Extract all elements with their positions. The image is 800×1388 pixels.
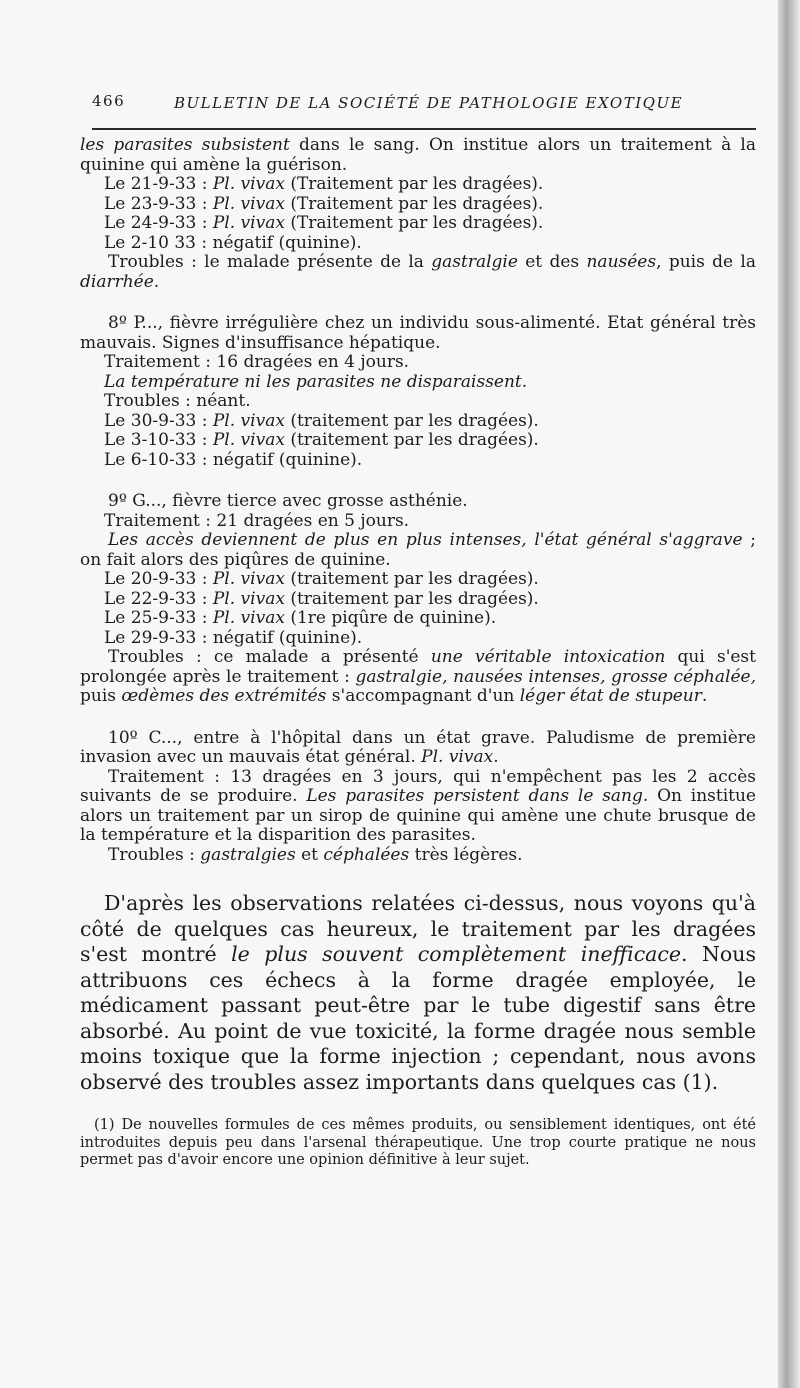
case9-treatment: Traitement : 21 dragées en 5 jours.	[104, 510, 410, 531]
footnote-text: (1) De nouvelles formules de ces mêmes produits, ou sensiblement identiques, ont été introduites depuis peu dans l'arsenal thérapeutique. Une trop courte pratique ne nous permet pas d'avoir encore une opinion définitive à leur sujet.	[80, 1117, 756, 1168]
article-body	[80, 136, 756, 1170]
case9-date-2: Le 22-9-33 : Pl. vivax (traitement par les dragées).	[104, 588, 539, 609]
case10-troubles: Troubles : gastralgies et céphalées très légères.	[108, 844, 523, 865]
case8-date-1: Le 30-9-33 : Pl. vivax (traitement par les dragées).	[104, 410, 539, 431]
case7-date-4: Le 2-10 33 : négatif (quinine).	[104, 232, 362, 253]
spacer	[80, 470, 756, 492]
journal-title: BULLETIN DE LA SOCIÉTÉ DE PATHOLOGIE EXOTIQUE	[174, 94, 684, 112]
header-rule	[92, 128, 756, 130]
case8-treatment: Traitement : 16 dragées en 4 jours.	[104, 352, 410, 372]
case8-troubles: Troubles : néant.	[104, 391, 251, 411]
case7-troubles: Troubles : le malade présente de la gastralgie et des nausées, puis de la diarrhée.	[80, 252, 756, 292]
case9-troubles: Troubles : ce malade a présenté une véritable intoxication qui s'est prolongée après le traitement : gastralgie, nausées intenses, grosse céphalée, puis œdèmes des extrémités s'accompagnant d'un léger état de stupeur.	[80, 647, 756, 706]
case9-intro: 9º G..., fièvre tierce avec grosse asthénie.	[108, 491, 468, 511]
case7-paragraph: les parasites subsistent dans le sang. On institue alors un traitement à la quinine qui amène la guérison.	[80, 135, 756, 175]
case8-date-2: Le 3-10-33 : Pl. vivax (traitement par les dragées).	[104, 430, 539, 450]
page-number: 466	[92, 92, 126, 110]
case8-intro: 8º P..., fièvre irrégulière chez un individu sous-alimenté. Etat général très mauvais. Signes d'insuffisance hépatique.	[80, 313, 756, 353]
case9-date-4: Le 29-9-33 : négatif (quinine).	[104, 627, 363, 648]
spacer	[80, 707, 756, 729]
footnote	[80, 1117, 756, 1170]
running-header	[92, 92, 756, 122]
conclusion-paragraph: D'après les observations relatées ci-dessus, nous voyons qu'à côté de quelques cas heureux, le traitement par les dragées s'est montré le plus souvent complètement inefficace. Nous attribuons ces échecs à la forme dragée employée, le médicament passant peut-être par le tube digestif sans être absorbé. Au point de vue toxicité, la forme dragée nous semble moins toxique que la forme injection ; cependant, nous avons observé des troubles assez importants dans quelques cas (1).	[80, 891, 756, 1094]
case9-date-3: Le 25-9-33 : Pl. vivax (1re piqûre de quinine).	[104, 608, 497, 628]
case7-date-2: Le 23-9-33 : Pl. vivax (Traitement par les dragées).	[104, 193, 544, 214]
case9-observation: Les accès deviennent de plus en plus intenses, l'état général s'aggrave ; on fait alors des piqûres de quinine.	[80, 530, 756, 570]
spacer	[80, 865, 756, 891]
spacer	[80, 292, 756, 314]
conclusion	[80, 891, 756, 1095]
case9-date-1: Le 20-9-33 : Pl. vivax (traitement par les dragées).	[104, 569, 539, 589]
case10-intro: 10º C..., entre à l'hôpital dans un état grave. Paludisme de première invasion avec un mauvais état général. Pl. vivax.	[80, 727, 756, 767]
case10-treatment: Traitement : 13 dragées en 3 jours, qui n'empêchent pas les 2 accès suivants de se produire. Les parasites persistent dans le sang. On institue alors un traitement par un sirop de quinine qui amène une chute brusque de la température et la disparition des parasites.	[80, 766, 756, 845]
book-spine-edge	[778, 0, 800, 1388]
case8-observation: La température ni les parasites ne disparaissent.	[104, 371, 528, 392]
case8-date-3: Le 6-10-33 : négatif (quinine).	[104, 449, 363, 470]
case7-date-3: Le 24-9-33 : Pl. vivax (Traitement par les dragées).	[104, 213, 544, 233]
case7-date-1: Le 21-9-33 : Pl. vivax (Traitement par les dragées).	[104, 174, 544, 194]
